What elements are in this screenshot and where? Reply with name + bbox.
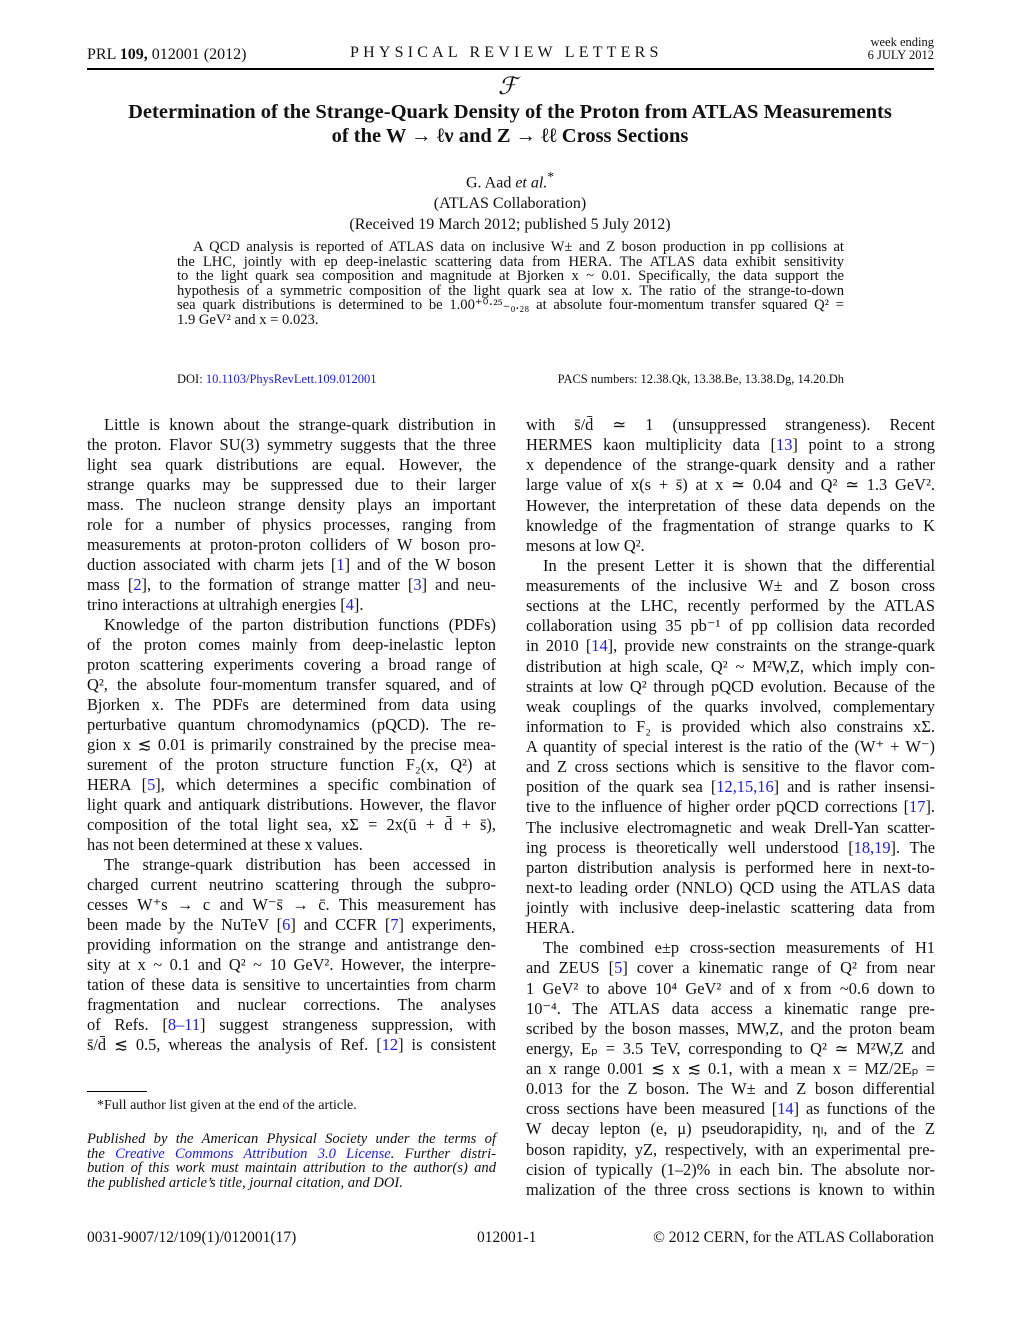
abstract-line: sea quark distributions is determined to be 1.00⁺⁰·²⁵₋₀.₂₈ at absolute four-momentum transfer squared Q² = <box>177 297 844 314</box>
volume: 109, <box>119 46 148 63</box>
page-number: 012001-1 <box>477 1229 537 1246</box>
license-line: the Creative Commons Attribution 3.0 License. Further distri- <box>87 1145 496 1162</box>
paragraph-line: measurements of the inclusive W± and Z boson cross <box>526 576 935 595</box>
journal-citation <box>87 46 246 64</box>
citation-link[interactable]: 5 <box>614 958 623 978</box>
journal-abbrev: PRL <box>87 46 116 63</box>
citation-link[interactable]: 14 <box>591 636 608 656</box>
paragraph-line: s̄/d̄ ≲ 0.5, whereas the analysis of Ref. [12] is consistent <box>87 1034 496 1054</box>
citation-link[interactable]: 4 <box>345 594 354 614</box>
paragraph-line: HERMES kaon multiplicity data [13] point to a strong <box>526 435 936 455</box>
paragraph-line: knowledge of the fragmentation of strange quarks to K <box>526 515 935 535</box>
footnote-marker[interactable]: * <box>547 169 554 184</box>
title-line-2: of the W → ℓν and Z → ℓℓ Cross Sections <box>331 125 689 147</box>
received-dates: (Received 19 March 2012; published 5 July 2012) <box>349 216 671 234</box>
header-rule <box>87 68 934 70</box>
citation-link[interactable]: 12 <box>381 1034 399 1054</box>
paragraph-line: an x range 0.001 ≲ x ≲ 0.1, with a mean x = MZ/2Eₚ = <box>526 1059 935 1078</box>
paragraph-line: The inclusive electromagnetic and weak Drell-Yan scatter- <box>526 817 935 837</box>
paragraph-line: of Refs. [8–11] suggest strangeness suppression, with <box>87 1014 497 1034</box>
paragraph-line: distribution at high scale, Q² ~ M²W,Z, which imply con- <box>526 656 935 676</box>
paragraph-line: the proton. Flavor SU(3) symmetry suggests that the three <box>87 434 496 454</box>
paragraph-line: ing process is theoretically well understood [18,19]. The <box>526 837 935 857</box>
paragraph-line: perturbative quantum chromodynamics (pQCD). The re- <box>87 714 496 734</box>
article-code: 0031-9007/12/109(1)/012001(17) <box>87 1229 297 1246</box>
citation-link[interactable]: 14 <box>777 1099 794 1119</box>
citation-link[interactable]: 2 <box>133 574 142 594</box>
license-line: bution of this work must maintain attribution to the author(s) and <box>87 1160 496 1177</box>
paragraph-line: weak couplings of the quarks involved, complementary <box>526 696 935 716</box>
citation-link[interactable]: 8–11 <box>167 1014 201 1034</box>
paragraph <box>87 855 496 1055</box>
paragraph-line: malization of the three cross sections is known to within <box>526 1179 935 1199</box>
week-ending-label: week ending <box>870 35 934 49</box>
citation-link[interactable]: 18,19 <box>853 837 891 857</box>
footnote: *Full author list given at the end of the article. <box>97 1098 357 1113</box>
paragraph-line: information to F₂ is provided which also constrains xΣ. <box>526 716 935 736</box>
paragraph-line: large value of x(s + s̄) at x ≃ 0.04 and Q² ≃ 1.3 GeV². <box>526 475 935 495</box>
article-number: 012001 (2012) <box>151 46 247 63</box>
paragraph-line: light sea quark distributions are equal. However, the <box>87 454 496 474</box>
paragraph-line: scribed by the boson masses, MW,Z, and the proton beam <box>526 1018 935 1038</box>
paragraph-line: providing information on the strange and antistrange den- <box>87 934 496 954</box>
paragraph-line: The strange-quark distribution has been accessed in <box>104 854 496 874</box>
paragraph-line: HERA. <box>526 918 575 938</box>
paragraph <box>526 938 935 1200</box>
author-name: G. Aad <box>466 174 512 192</box>
paragraph-line: 10⁻⁴. The ATLAS data access a kinematic range pre- <box>526 998 935 1018</box>
paragraph-line: The combined e±p cross-section measurements of H1 <box>543 938 935 958</box>
paragraph-line: light quark and antiquark distributions. However, the flavor <box>87 794 496 814</box>
paragraph-line: 0.013 for the Z boson. The W± and Z boson differential <box>526 1079 935 1099</box>
prl-logo-icon: ℱ <box>498 72 517 100</box>
paragraph <box>526 556 935 938</box>
copyright: © 2012 CERN, for the ATLAS Collaboration <box>653 1229 934 1246</box>
license-line: the published article’s title, journal citation, and DOI. <box>87 1174 403 1191</box>
paragraph-line: energy, Eₚ = 3.5 TeV, corresponding to Q² ≃ M²W,Z and <box>526 1038 935 1058</box>
paragraph-line: trino interactions at ultrahigh energies [4]. <box>87 594 364 614</box>
paragraph-line: duction associated with charm jets [1] and of the W boson <box>87 554 496 574</box>
abstract <box>177 237 844 328</box>
abstract-line: A QCD analysis is reported of ATLAS data on inclusive W± and Z boson production in pp collisions at <box>193 239 844 255</box>
paragraph-line: In the present Letter it is shown that the differential <box>543 555 935 575</box>
paragraph-line: sity at x ~ 0.1 and Q² ~ 10 GeV². However, the interpre- <box>87 954 496 974</box>
paragraph-line: of the proton comes mainly from deep-inelastic lepton <box>87 634 496 654</box>
paragraph-line: 1 GeV² to above 10⁴ GeV² and of x from ~0.6 down to <box>526 978 935 998</box>
right-column <box>526 415 935 1200</box>
abstract-line: the LHC, jointly with ep deep-inelastic scattering data from HERA. The ATLAS data exhibit sensitivity <box>177 253 844 270</box>
paragraph-line: sections at the LHC, recently performed by the ATLAS <box>526 596 935 616</box>
doi-link[interactable]: 10.1103/PhysRevLett.109.012001 <box>205 372 377 386</box>
paragraph-line: strange quarks may be suppressed due to their larger <box>87 474 496 494</box>
journal-name: PHYSICAL REVIEW LETTERS <box>350 44 663 61</box>
title-line-1: Determination of the Strange-Quark Density of the Proton from ATLAS Measurements <box>128 101 892 123</box>
paragraph-line: However, the interpretation of these data depends on the <box>526 495 935 515</box>
author-block <box>0 166 1020 235</box>
paragraph-line: with s̄/d̄ ≃ 1 (unsuppressed strangeness). Recent <box>526 415 935 434</box>
license-link[interactable]: Creative Commons Attribution 3.0 License <box>115 1145 391 1162</box>
paragraph-line: x dependence of the strange-quark density and a rather <box>526 455 935 475</box>
paragraph-line: role for a number of physics processes, ranging from <box>87 514 496 534</box>
doi <box>177 372 377 387</box>
citation-link[interactable]: 1 <box>336 554 345 574</box>
paragraph-line: Bjorken x. The PDFs are determined from data using <box>87 694 496 714</box>
paragraph <box>526 415 935 556</box>
paragraph <box>87 415 496 615</box>
paragraph-line: parton distribution analysis is performed here in next-to- <box>526 857 935 877</box>
paragraph-line: straints at low Q² through pQCD evolution. Because of the <box>526 676 935 696</box>
paragraph-line: W decay lepton (e, μ) pseudorapidity, ηₗ, and of the Z <box>526 1119 935 1139</box>
article-title <box>80 100 940 148</box>
abstract-line: 1.9 GeV² and x = 0.023. <box>177 311 319 328</box>
left-column <box>87 415 496 1055</box>
footnote-rule <box>87 1091 147 1092</box>
citation-link[interactable]: 17 <box>909 797 926 817</box>
paragraph-line: tation of these data is sensitive to uncertainties from charm <box>87 974 496 994</box>
citation-link[interactable]: 3 <box>413 574 422 594</box>
paragraph-line: surement of the proton structure function F₂(x, Q²) at <box>87 754 496 774</box>
citation-link[interactable]: 6 <box>282 914 291 934</box>
paragraph-line: Knowledge of the parton distribution functions (PDFs) <box>104 614 496 634</box>
paragraph-line: in 2010 [14], provide new constraints on the strange-quark <box>526 636 935 656</box>
paragraph-line: and ZEUS [5] cover a kinematic range of Q² from near <box>526 958 935 978</box>
et-al: et al. <box>515 174 548 192</box>
week-ending <box>868 36 934 62</box>
citation-link[interactable]: 13 <box>776 435 793 455</box>
paragraph-line: cesses W⁺s → c and W⁻s̄ → c̄. This measurement has <box>87 894 496 914</box>
paragraph-line: been made by the NuTeV [6] and CCFR [7] experiments, <box>87 914 496 934</box>
paragraph-line: HERA [5], which determines a specific combination of <box>87 774 496 794</box>
paragraph-line: boson rapidity, yZ, respectively, with an experimental pre- <box>526 1139 935 1159</box>
citation-link[interactable]: 5 <box>147 774 156 794</box>
paragraph-line: jointly with inclusive deep-inelastic scattering data from <box>526 898 935 917</box>
paragraph-line: collaboration using 35 pb⁻¹ of pp collision data recorded <box>526 616 935 636</box>
paragraph-line: A quantity of special interest is the ratio of the (W⁺ + W⁻) <box>526 737 935 756</box>
paragraph-line: tive to the influence of higher order pQCD corrections [17]. <box>526 797 935 817</box>
paragraph-line: gion x ≲ 0.01 is primarily constrained by the precise mea- <box>87 734 496 754</box>
abstract-line: hypothesis of a symmetric composition of the light quark sea at low x. The ratio of the strange-to-down <box>177 282 844 299</box>
paragraph-line: mass [2], to the formation of strange matter [3] and neu- <box>87 574 496 594</box>
paragraph-line: cross sections have been measured [14] as functions of the <box>526 1099 936 1119</box>
week-ending-date: 6 JULY 2012 <box>867 48 934 62</box>
paragraph-line: next-to leading order (NNLO) QCD using the ATLAS data <box>526 877 935 897</box>
paragraph-line: composition of the total light sea, xΣ = 2x(ū + d̄ + s̄), <box>87 814 496 834</box>
paragraph-line: has not been determined at these x values. <box>87 834 363 854</box>
paragraph-line: measurements at proton-proton colliders of W boson pro- <box>87 534 496 554</box>
citation-link[interactable]: 7 <box>390 914 399 934</box>
paragraph-line: mass. The nucleon strange density plays an important <box>87 494 496 514</box>
paragraph-line: fragmentation and nuclear corrections. The analyses <box>87 994 496 1014</box>
pacs-numbers: PACS numbers: 12.38.Qk, 13.38.Be, 13.38.Dg, 14.20.Dh <box>557 372 844 386</box>
paragraph-line: Little is known about the strange-quark distribution in <box>104 415 496 434</box>
doi-label: DOI: <box>177 372 203 386</box>
license-notice <box>87 1131 496 1189</box>
paragraph-line: Q², the absolute four-momentum transfer squared, and of <box>87 674 496 694</box>
paragraph-line: cision of typically (1–2)% in each bin. The absolute nor- <box>526 1159 935 1179</box>
paragraph-line: proton scattering experiments covering a broad range of <box>87 654 496 674</box>
abstract-line: to the light quark sea composition and magnitude at Bjorken x ~ 0.01. Specifically, the data support the <box>177 268 844 285</box>
paragraph <box>87 615 496 855</box>
license-line: Published by the American Physical Society under the terms of <box>87 1131 496 1147</box>
paragraph-line: mesons at low Q². <box>526 535 645 555</box>
paragraph-line: charged current neutrino scattering through the subpro- <box>87 874 496 894</box>
citation-link[interactable]: 12,15,16 <box>716 777 774 797</box>
collaboration: (ATLAS Collaboration) <box>433 195 587 213</box>
paragraph-line: and Z cross sections which is sensitive to the flavor com- <box>526 757 935 777</box>
paragraph-line: position of the quark sea [12,15,16] and is rather insensi- <box>526 777 935 797</box>
